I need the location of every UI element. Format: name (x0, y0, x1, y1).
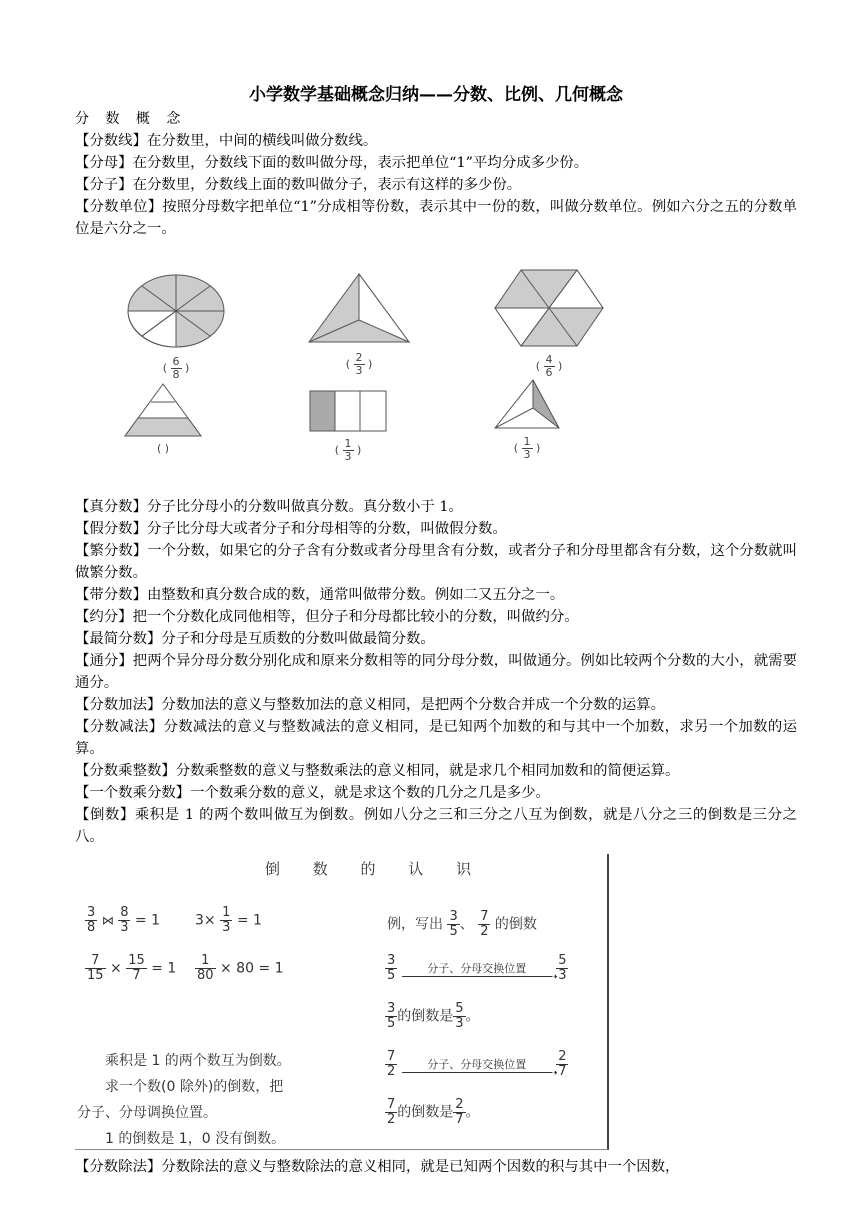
definition-mixed-number: 【带分数】由整数和真分数合成的数，通常叫做带分数。例如二又五分之一。 (75, 587, 565, 603)
definition-fraction-division: 【分数除法】分数除法的意义与整数除法的意义相同，就是已知两个因数的积与其中一个因数， (75, 1159, 680, 1175)
rule-line-3: 分子、分母调换位置。 (77, 1105, 217, 1121)
pyramid-diagram (123, 382, 203, 438)
definition-number-times-fraction: 【一个数乘分数】一个数乘分数的意义，就是求这个数的几分之几是多少。 (75, 785, 550, 801)
equation-3-times-1-3: 3× $\frac{1}{3}$ = 1 (195, 905, 262, 935)
definition-denominator: 【分母】在分数里，分数线下面的数叫做分母，表示把单位“1”平均分成多少份。 (75, 155, 589, 171)
small-triangle-caption: ( $\frac{1}{3}$ ) (513, 435, 541, 461)
definition-fraction-subtraction: 【分数减法】分数减法的意义与整数减法的意义相同，是已知两个加数的和与其中一个加数，求另一个加数的运算。 (75, 719, 797, 757)
triangle-figure (307, 272, 411, 377)
equation-1-80-times-80: $\frac{1}{80}$ × 80 = 1 (197, 953, 284, 983)
swap-arrow-2: 分子、分母交换位置 ➝ (402, 1056, 552, 1073)
ellipse-figure (125, 272, 227, 381)
triangle-thirds-diagram (307, 272, 411, 344)
definitions-top (75, 130, 797, 240)
ellipse-eighths-diagram (125, 272, 227, 350)
definition-reciprocal: 【倒数】乘积是 1 的两个数叫做互为倒数。例如八分之三和三分之八互为倒数，就是八分之三的倒数是三分之八。 (75, 807, 797, 845)
fraction-figures (75, 242, 797, 482)
rectangle-caption: ( $\frac{1}{3}$ ) (334, 437, 362, 463)
definition-fraction-addition: 【分数加法】分数加法的意义与整数加法的意义相同，是把两个分数合并成一个分数的运算。 (75, 697, 666, 713)
rule-line-4: 1 的倒数是 1，0 没有倒数。 (105, 1131, 286, 1147)
definition-fraction-unit: 【分数单位】按照分母数字把单位“1”分成相等份数，表示其中一份的数，叫做分数单位。例如六分之五的分数单位是六分之一。 (75, 199, 797, 237)
result-3-5: $\frac{3}{5}$ 的倒数是 $\frac{5}{3}$ 。 (387, 1001, 480, 1031)
hexagon-caption: ( $\frac{4}{6}$ ) (535, 353, 563, 379)
rule-line-1: 乘积是 1 的两个数互为倒数。 (105, 1053, 291, 1069)
definition-proper-fraction: 【真分数】分子比分母小的分数叫做真分数。真分数小于 1。 (75, 499, 463, 515)
hexagon-sixths-diagram (493, 268, 605, 348)
definition-fraction-times-integer: 【分数乘整数】分数乘整数的意义与整数乘法的意义相同，就是求几个相同加数和的简便运算。 (75, 763, 680, 779)
definitions-bottom (75, 1156, 797, 1178)
rectangle-thirds-diagram (309, 390, 387, 432)
rectangle-figure (309, 390, 387, 463)
page-title: 小学数学基础概念归纳——分数、比例、几何概念 (249, 85, 623, 105)
equation-7-15-times-15-7: $\frac{7}{15}$ × $\frac{15}{7}$ = 1 (87, 953, 177, 983)
ellipse-caption: ( $\frac{6}{8}$ ) (162, 355, 190, 381)
definition-fraction-line: 【分数线】在分数里，中间的横线叫做分数线。 (75, 133, 378, 149)
equation-3-8-times-8-3: $\frac{3}{8}$ ⋈ $\frac{8}{3}$ = 1 (87, 905, 161, 935)
pyramid-caption: ( ) (156, 442, 170, 455)
definition-simplest-fraction: 【最简分数】分子和分母是互质数的分数叫做最简分数。 (75, 631, 435, 647)
definition-common-denominator: 【通分】把两个异分母分数分别化成和原来分数相等的同分母分数，叫做通分。例如比较两个分数的大小，就需要通分。 (75, 653, 797, 691)
small-triangle-figure (493, 378, 561, 461)
swap-row-7-2: $\frac{7}{2}$ 分子、分母交换位置 ➝ $\frac{2}{7}$ (387, 1049, 567, 1079)
swap-arrow-1: 分子、分母交换位置 ➝ (402, 960, 552, 977)
definitions-middle (75, 496, 797, 848)
example-heading: 例，写出 $\frac{3}{5}$ 、 $\frac{7}{2}$ 的倒数 (387, 909, 537, 939)
rule-line-2: 求一个数(0 除外)的倒数，把 (105, 1079, 284, 1095)
section-heading: 分 数 概 念 (75, 111, 187, 127)
small-triangle-diagram (493, 378, 561, 430)
definition-improper-fraction: 【假分数】分子比分母大或者分子和分母相等的分数，叫做假分数。 (75, 521, 507, 537)
triangle-caption: ( $\frac{2}{3}$ ) (345, 351, 373, 377)
hexagon-figure (493, 268, 605, 379)
definition-complex-fraction: 【繁分数】一个分数，如果它的分子含有分数或者分母里含有分数，或者分子和分母里都含有分数，这个分数就叫做繁分数。 (75, 543, 797, 581)
swap-row-3-5: $\frac{3}{5}$ 分子、分母交换位置 ➝ $\frac{5}{3}$ (387, 953, 567, 983)
result-7-2: $\frac{7}{2}$ 的倒数是 $\frac{2}{7}$ 。 (387, 1097, 480, 1127)
pyramid-figure (123, 382, 203, 455)
reciprocal-figure (75, 854, 609, 1150)
definition-reduction: 【约分】把一个分数化成同他相等，但分子和分母都比较小的分数，叫做约分。 (75, 609, 579, 625)
document-page (75, 80, 797, 1178)
reciprocal-heading: 倒 数 的 认 识 (265, 860, 486, 878)
definition-numerator: 【分子】在分数里，分数线上面的数叫做分子，表示有这样的多少份。 (75, 177, 522, 193)
